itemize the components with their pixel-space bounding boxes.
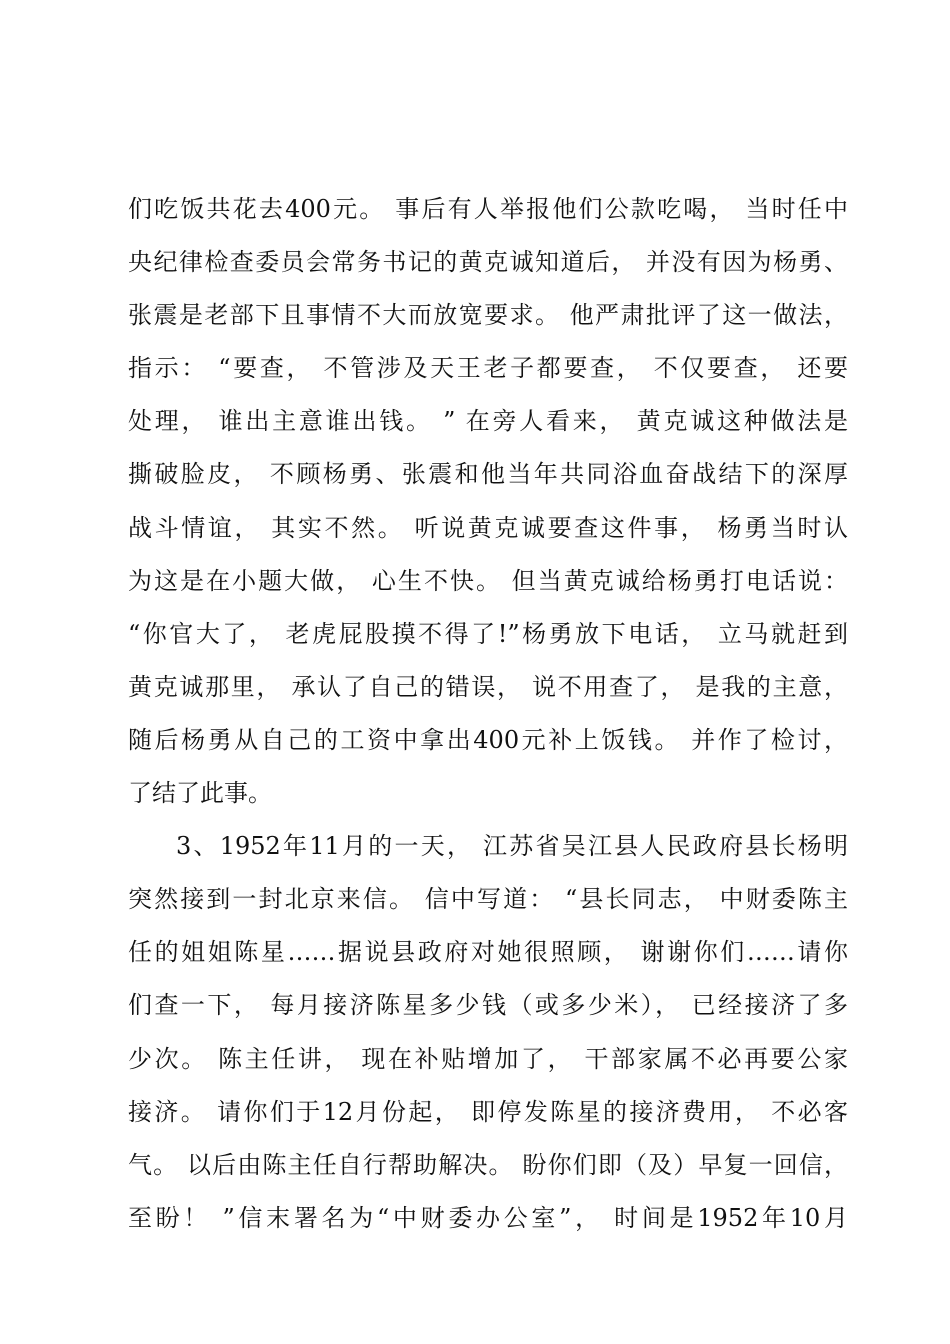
text-line: 黄克诚那里， 承认了自己的错误， 说不用查了， 是我的主意， — [128, 672, 848, 701]
text-line: 指示： “要查， 不管涉及天王老子都要查， 不仅要查， 还要 — [128, 354, 848, 383]
document-body — [128, 183, 848, 1245]
text-line: 处理， 谁出主意谁出钱。 ” 在旁人看来， 黄克诚这种做法是 — [128, 407, 848, 436]
text-line: 气。 以后由陈主任自行帮助解决。 盼你们即（及）早复一回信， — [128, 1150, 848, 1179]
text-line: 撕破脸皮， 不顾杨勇、张震和他当年共同浴血奋战结下的深厚 — [128, 460, 848, 489]
paragraph-last-line: 了结了此事。 — [128, 779, 272, 808]
text-line: 们吃饭共花去400元。 事后有人举报他们公款吃喝， 当时任中 — [128, 195, 848, 223]
text-line: 任的姐姐陈星……据说县政府对她很照顾， 谢谢你们……请你 — [128, 938, 848, 967]
text-line: 至盼！ ”信末署名为“中财委办公室”， 时间是1952年10月 — [128, 1203, 848, 1232]
text-line: 张震是老部下且事情不大而放宽要求。 他严肃批评了这一做法， — [128, 301, 848, 330]
text-line: 随后杨勇从自己的工资中拿出400元补上饭钱。 并作了检讨， — [128, 725, 848, 754]
text-line: 们查一下， 每月接济陈星多少钱（或多少米）， 已经接济了多 — [128, 991, 848, 1020]
text-line: “你官大了， 老虎屁股摸不得了!”杨勇放下电话， 立马就赶到 — [128, 619, 848, 648]
text-line: 为这是在小题大做， 心生不快。 但当黄克诚给杨勇打电话说： — [128, 566, 848, 595]
text-line: 战斗情谊， 其实不然。 听说黄克诚要查这件事， 杨勇当时认 — [128, 513, 848, 542]
paragraph-first-line: 3、1952年11月的一天， 江苏省吴江县人民政府县长杨明 — [176, 832, 848, 861]
text-line: 央纪律检查委员会常务书记的黄克诚知道后， 并没有因为杨勇、 — [128, 248, 848, 277]
text-line: 少次。 陈主任讲， 现在补贴增加了， 干部家属不必再要公家 — [128, 1044, 848, 1073]
text-line: 接济。 请你们于12月份起， 即停发陈星的接济费用， 不必客 — [128, 1097, 848, 1126]
text-line: 突然接到一封北京来信。 信中写道： “县长同志， 中财委陈主 — [128, 885, 848, 914]
